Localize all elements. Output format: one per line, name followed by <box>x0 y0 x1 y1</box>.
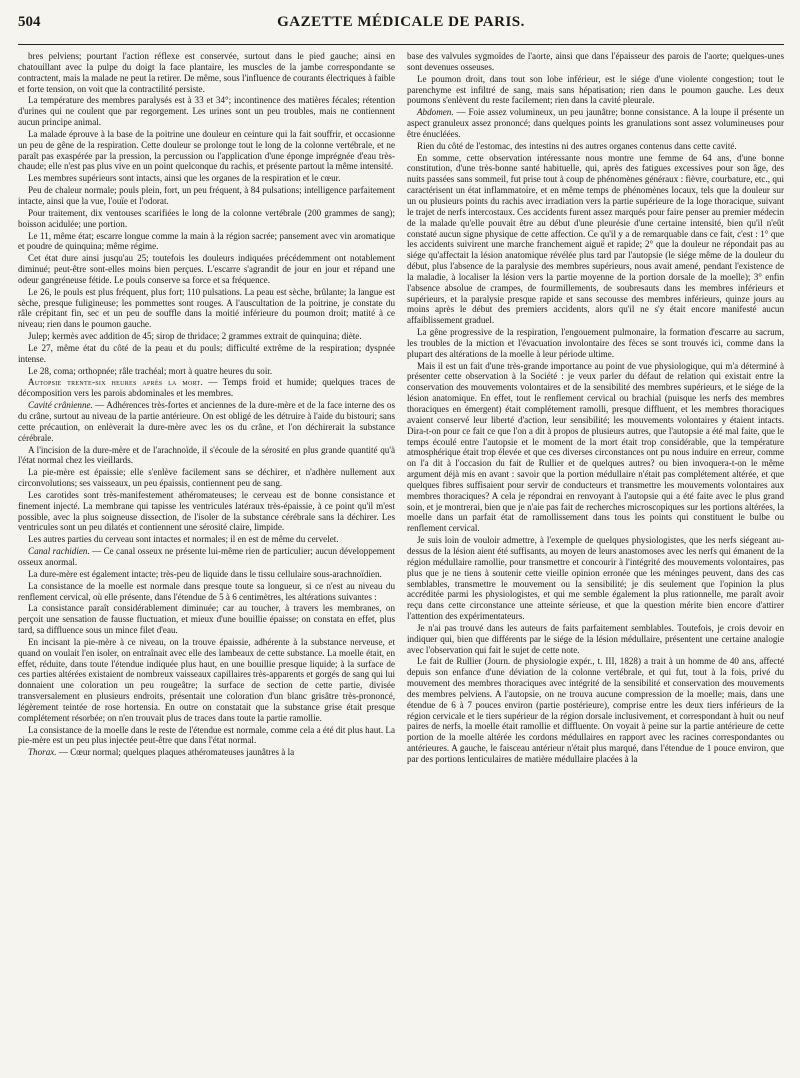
paragraph <box>18 603 395 636</box>
paragraph-text: En incisant la pie-mère à ce niveau, on la trouve épaissie, adhérente à la substance nerveuse, et quand on voulait l'en isoler, on entraînait avec elle des lambeaux de cette substance. La moelle était, en effet, réduite, dans toute l'étendue indiquée plus haut, en une bouillie presque liquide; à la surface de ces parties altérées existaient de nombreux vaisseaux capillaires très-apparents et gorgés de sang qui lui donnaient une coloration un peu rougeâtre; la surface de section de cette partie, divisée transversalement en plusieurs endroits, présentait une coloration d'un blanc grisâtre très-prononcé, légèrement teintée de rose hortensia. En outre on constatait que la substance grise était presque complétement résorbée; on n'en trouvait plus de traces dans toute la partie ramollie. <box>18 636 395 723</box>
paragraph <box>18 569 395 580</box>
paragraph-text: La pie-mère est épaissie; elle s'enlève facilement sans se déchirer, et n'adhère nullement aux circonvolutions; ses vaisseaux, un peu épaissis, contiennent peu de sang. <box>18 467 395 489</box>
paragraph <box>18 490 395 533</box>
paragraph <box>407 107 784 140</box>
paragraph-text: La malade éprouve à la base de la poitrine une douleur en ceinture qui la fait souffrir, et occasionne un peu de gêne de la respiration. Cette douleur se prolonge tout le long de la colonne vertébrale, et ne paraît pas exaspérée par la pression, la percussion ou l'application d'une éponge imprégnée d'eau très-chaude; elle n'est pas plus vive en un point quelconque du rachis, et présente partout la même intensité. <box>18 128 395 172</box>
paragraph-text: Le fait de Rullier (Journ. de physiologie expér., t. III, 1828) a trait à un homme de 40 ans, affecté depuis son enfance d'une déviation de la colonne vertébrale, et qui fut, tout à la fois, privé du mouvement des membres thoraciques avec intégrité de la sensibilité et conservation des mouvements des membres pelviens. A l'autopsie, on ne trouva aucune compression de la moelle; mais, dans une étendue de 6 à 7 pouces environ (partie postérieure), comprise entre les deux tiers inférieurs de la région cervicale et le tiers supérieur de la région dorsale inclusivement, et correspondant à huit ou neuf paires de nerfs, la moelle était ramollie et diffluente. On voyait à peine sur la partie antérieure de cette portion de la moelle altérée les cordons médullaires en rapport avec les racines correspondantes ou antérieures. A gauche, le faisceau antérieur n'était plus marqué, dans l'étendue de 1 pouce environ, que par des portions lenticulaires de matière médullaire placées à la <box>407 656 784 764</box>
paragraph-text: La température des membres paralysés est à 33 et 34°; incontinence des matières fécales; rétention d'urines qui ne coulent que par regorgement. Les urines sont un peu troubles, mais ne contiennent aucun principe animal. <box>18 95 395 128</box>
paragraph-text: Peu de chaleur normale; pouls plein, fort, un peu fréquent, à 84 pulsations; intelligence parfaitement intacte, ainsi que la vue, l'ouïe et l'odorat. <box>18 185 395 206</box>
paragraph <box>18 253 395 286</box>
text-columns <box>18 51 784 1076</box>
paragraph <box>407 535 784 622</box>
paragraph <box>18 343 395 365</box>
paragraph <box>18 377 395 399</box>
paragraph <box>18 287 395 330</box>
paragraph-text: Les membres supérieurs sont intacts, ainsi que les organes de la respiration et le cœur. <box>28 173 341 184</box>
paragraph <box>407 153 784 327</box>
paragraph-text: Julep; kermès avec addition de 45; sirop de thridace; 2 grammes extrait de quinquina; diète. <box>28 331 362 342</box>
paragraph-text: Le 28, coma; orthopnée; râle trachéal; mort à quatre heures du soir. <box>28 365 273 376</box>
paragraph <box>18 366 395 377</box>
paragraph-text: Le 11, même état; escarre longue comme la main à la région sacrée; pansement avec vin aromatique et poudre de quinquina; même régime. <box>18 230 395 252</box>
paragraph-text: La consistance de la moelle est normale dans presque toute sa longueur, si ce n'est au niveau du renflement cervical, où elle présente, dans l'étendue de 5 à 6 centimètres, les altérations suivantes : <box>18 580 395 602</box>
paragraph-text: — Ce canal osseux ne présente lui-même rien de particulier; aucun développement osseux anormal. <box>18 546 395 567</box>
paragraph-text: bres pelviens; pourtant l'action réflexe est conservée, surtout dans le pied gauche; ainsi en chatouillant avec la pulpe du doigt la face plantaire, les muscles de la jambe correspondante se contractent, mais la malade ne peut la retirer. De même, sous l'influence de courants électriques à faible et forte tension, on voit que la contractilité persiste. <box>18 51 395 94</box>
header-rule <box>18 44 784 45</box>
paragraph <box>18 95 395 128</box>
left-column <box>18 51 395 1076</box>
paragraph <box>18 400 395 443</box>
paragraph <box>407 74 784 107</box>
paragraph-text: Les carotides sont très-manifestement athéromateuses; le cerveau est de bonne consistance et finement injecté. La membrane qui tapisse les ventricules latéraux très-épaissie, à ce point qu'il m'est possible, avec la plus soigneuse dissection, de l'isoler de la substance cérébrale sans la déchirer. Les ventricules sont un peu dilatés et contiennent une sérosité claire, limpide. <box>18 489 395 533</box>
paragraph-text: Le 26, le pouls est plus fréquent, plus fort; 110 pulsations. La peau est sèche, brûlante; la langue est sèche, presque fuligineuse; les pommettes sont rouges. A l'auscultation de la poitrine, je constate du râle crépitant fin, sec et un peu de souffle dans la moitié inférieure du poumon droit; matité à ce niveau; rien dans le poumon gauche. <box>18 286 395 330</box>
paragraph-text: La gêne progressive de la respiration, l'engouement pulmonaire, la formation d'escarre au sacrum, les troubles de la miction et l'évacuation involontaire des fèces se sont trouvés ici, comme dans la plupart des altérations de la moelle à leur période ultime. <box>407 327 784 359</box>
paragraph-text: La consistance paraît considérablement diminuée; car au toucher, à travers les membranes, on perçoit une sensation de fausse fluctuation, et mieux d'une bouillie épaisse; on constata en effet, plus tard, sa diffluence sous un mince filet d'eau. <box>18 603 395 636</box>
page-number: 504 <box>18 14 41 30</box>
paragraph <box>407 327 784 360</box>
paragraph-text: Le 27, même état du côté de la peau et du pouls; difficulté extrême de la respiration; dyspnée intense. <box>18 342 395 364</box>
paragraph <box>18 51 395 94</box>
section-lead: Autopsie trente-six heures après la mort. <box>28 377 204 388</box>
section-lead: Thorax. <box>28 747 57 758</box>
paragraph <box>18 445 395 467</box>
paragraph-text: — Foie assez volumineux, un peu jaunâtre; bonne consistance. A la loupe il présente un aspect granuleux assez prononcé; dans quelques points les granulations sont assez volumineuses pour être énucléées. <box>407 107 784 139</box>
paragraph-text: — Adhérences très-fortes et anciennes de la dure-mère et de la face interne des os du crâne, surtout au niveau de la partie antérieure. On est obligé de les détruire à l'aide du bistouri; sans cette précaution, on enlèverait la dure-mère avec les os du crâne, et l'on déchirerait la substance cérébrale. <box>18 400 395 443</box>
paragraph <box>407 656 784 764</box>
paragraph <box>407 623 784 656</box>
section-lead: Abdomen. <box>417 107 454 118</box>
paragraph-text: Pour traitement, dix ventouses scarifiées le long de la colonne vertébrale (200 grammes de sang); boisson acidulée; une portion. <box>18 207 395 229</box>
paragraph <box>18 747 395 758</box>
paragraph-text: Cet état dure ainsi jusqu'au 25; toutefois les douleurs indiquées précédemment ont notablement diminué; peut-être sont-elles moins bien perçues. L'escarre s'agrandit de jour en jour et répand une odeur gangréneuse fétide. Le pouls conserve sa force et sa fréquence. <box>18 253 395 285</box>
paragraph-text: A l'incision de la dure-mère et de l'arachnoïde, il s'écoule de la sérosité en plus grande quantité qu'à l'état normal chez les vieillards. <box>18 444 395 466</box>
paragraph <box>18 725 395 747</box>
paragraph-text: La consistance de la moelle dans le reste de l'étendue est normale, comme cela a été dit plus haut. La pie-mère est un peu plus injectée peut-être que dans l'état normal. <box>18 724 395 746</box>
paragraph-text: Le poumon droit, dans tout son lobe inférieur, est le siége d'une violente congestion; tout le parenchyme est infiltré de sang, mais sans hépatisation; rien dans le poumon gauche. Les deux poumons s'enlèvent du reste facilement; rien dans la cavité pleurale. <box>407 73 784 106</box>
paragraph-text: Rien du côté de l'estomac, des intestins ni des autres organes contenus dans cette cavité. <box>417 140 737 151</box>
paragraph-text: base des valvules sygmoïdes de l'aorte, ainsi que dans l'épaisseur des parois de l'aorte; quelques-unes sont devenues osseuses. <box>407 51 784 72</box>
paragraph <box>18 173 395 184</box>
paragraph <box>18 208 395 230</box>
paragraph <box>18 534 395 545</box>
paragraph <box>407 361 784 535</box>
paragraph-text: — Temps froid et humide; quelques traces de décomposition vers les parois abdominales et les membres. <box>18 377 395 399</box>
paragraph <box>18 581 395 603</box>
right-column <box>407 51 784 1076</box>
page-header <box>18 14 784 40</box>
paragraph-text: — Cœur normal; quelques plaques athéromateuses jaunâtres à la <box>56 747 295 758</box>
paragraph <box>18 637 395 724</box>
paragraph-text: Je n'ai pas trouvé dans les auteurs de faits parfaitement semblables. Toutefois, je crois devoir en indiquer qui, bien que différents par le siége de la lésion médullaire, présentent une certaine analogie avec l'observation qui fait le sujet de cette note. <box>407 622 784 655</box>
paragraph <box>18 185 395 207</box>
section-lead: Cavité crânienne. <box>28 400 93 411</box>
paragraph-text: La dure-mère est également intacte; très-peu de liquide dans le tissu cellulaire sous-arachnoïdien. <box>28 568 382 579</box>
paragraph-text: Mais il est un fait d'une très-grande importance au point de vue physiologique, qui m'a déterminé à présenter cette observation à la Société : je veux parler du défaut de relation qui existait entre la conservation des mouvements volontaires et de la sensibilité des membres supérieurs, et le siége de la lésion anatomique. En effet, tout le renflement cervical ou brachial (puisque les nerfs des membres thoraciques en émergent) était complétement ramolli, presque diffluent, et les membres thoraciques avaient conservé leur liberté d'action, leur sensibilité; les mouvements volontaires y étaient intacts. Dira-t-on pour ce fait ce que l'on a dit à propos de plusieurs autres, que l'autopsie a été mal faite, que le temps écoulé entre l'autopsie et le moment de la mort était trop considérable, que la température atmosphérique était trop élevée et que ces diverses circonstances ont pu nous induire en erreur, comme on l'a dit à l'occasion du fait de Rullier et de quelques autres? ou bien invoquera-t-on le même argument déjà mis en avant : savoir que la portion médullaire n'était pas complétement altérée, et que quelques fibres suffisaient pour servir de conducteurs et transmettre les mouvements volontaires aux membres thoraciques? A cela je répondrai en renvoyant à l'autopsie qui a été faite avec le plus grand soin, et je montrerai, bien que je n'aie pas fait de recherches microscopiques sur les portions altérées, la moelle dans un parfait état de ramollissement dans tous les points qui constituent le bulbe ou renflement cervical. <box>407 360 784 534</box>
section-lead: Canal rachidien. <box>28 546 90 557</box>
journal-title: GAZETTE MÉDICALE DE PARIS. <box>277 14 525 30</box>
paragraph <box>407 141 784 152</box>
paragraph-text: Les autres parties du cerveau sont intactes et normales; il en est de même du cervelet. <box>28 534 339 545</box>
paragraph <box>18 129 395 172</box>
paragraph <box>18 331 395 342</box>
paragraph <box>18 546 395 568</box>
paragraph <box>18 467 395 489</box>
paragraph-text: Je suis loin de vouloir admettre, à l'exemple de quelques physiologistes, que les nerfs siégeant au-dessus de la lésion aient été suffisants, au moyen de leurs anastomoses avec les nerfs qui émanent de la région médullaire ramollie, pour transmettre et concourir à l'intégrité des mouvements volontaires, pas plus que je ne tiens à soutenir cette vieille opinion erronée que les méninges peuvent, dans des cas semblables, transmettre le mouvement ou la sensibilité; je dis seulement que l'opinion la plus accréditée parmi les physiologistes, et qui me semble également la plus rationnelle, me paraît avoir reçu dans cette circonstance une atteinte sérieuse, et que la question mérite bien encore d'attirer l'attention des expérimentateurs. <box>407 535 784 622</box>
paragraph <box>407 51 784 73</box>
paragraph <box>18 231 395 253</box>
paragraph-text: En somme, cette observation intéressante nous montre une femme de 64 ans, d'une bonne constitution, d'une très-bonne santé habituelle, qui, après des fatigues excessives pour son âge, des nuits passées sans sommeil, fut prise tout à coup de phénomènes généraux : fièvre, courbature, etc., qui caractérisent un état inflammatoire, et en même temps de phénomènes locaux, tels que la douleur sur un ou plusieurs points du rachis avec irradiation vers la partie supérieure de la loge thoracique, suivant le trajet de nerfs intercostaux. Ces accidents furent assez marqués pour faire penser au premier médecin de la malade qu'elle pouvait être au début d'une pleurésie d'une certaine intensité, bien qu'il n'eût constaté aucun signe physique de cette affection. Ce qu'il y a de remarquable dans ce fait, c'est : 1° que les accidents suivirent une marche franchement aiguë et rapide; 2° que la douleur ne répondait pas au siége qu'affectait la lésion anatomique révélée plus tard par l'autopsie (le siége même de la douleur du début, plus l'absence de la paralysie des membres supérieurs, nous avait amené, pendant l'existence de la maladie, à localiser la lésion vers la partie moyenne de la portion dorsale de la moelle); 3° enfin l'absence absolue de crampes, de fourmillements, de soubresauts dans les membres inférieurs et supérieurs, et la paralysie presque rapide et sans secousse des membres inférieurs, quinze jours au moins après le début des premiers accidents, alors qu'il ne s'y était encore manifesté aucun affaiblissement graduel. <box>407 152 784 326</box>
